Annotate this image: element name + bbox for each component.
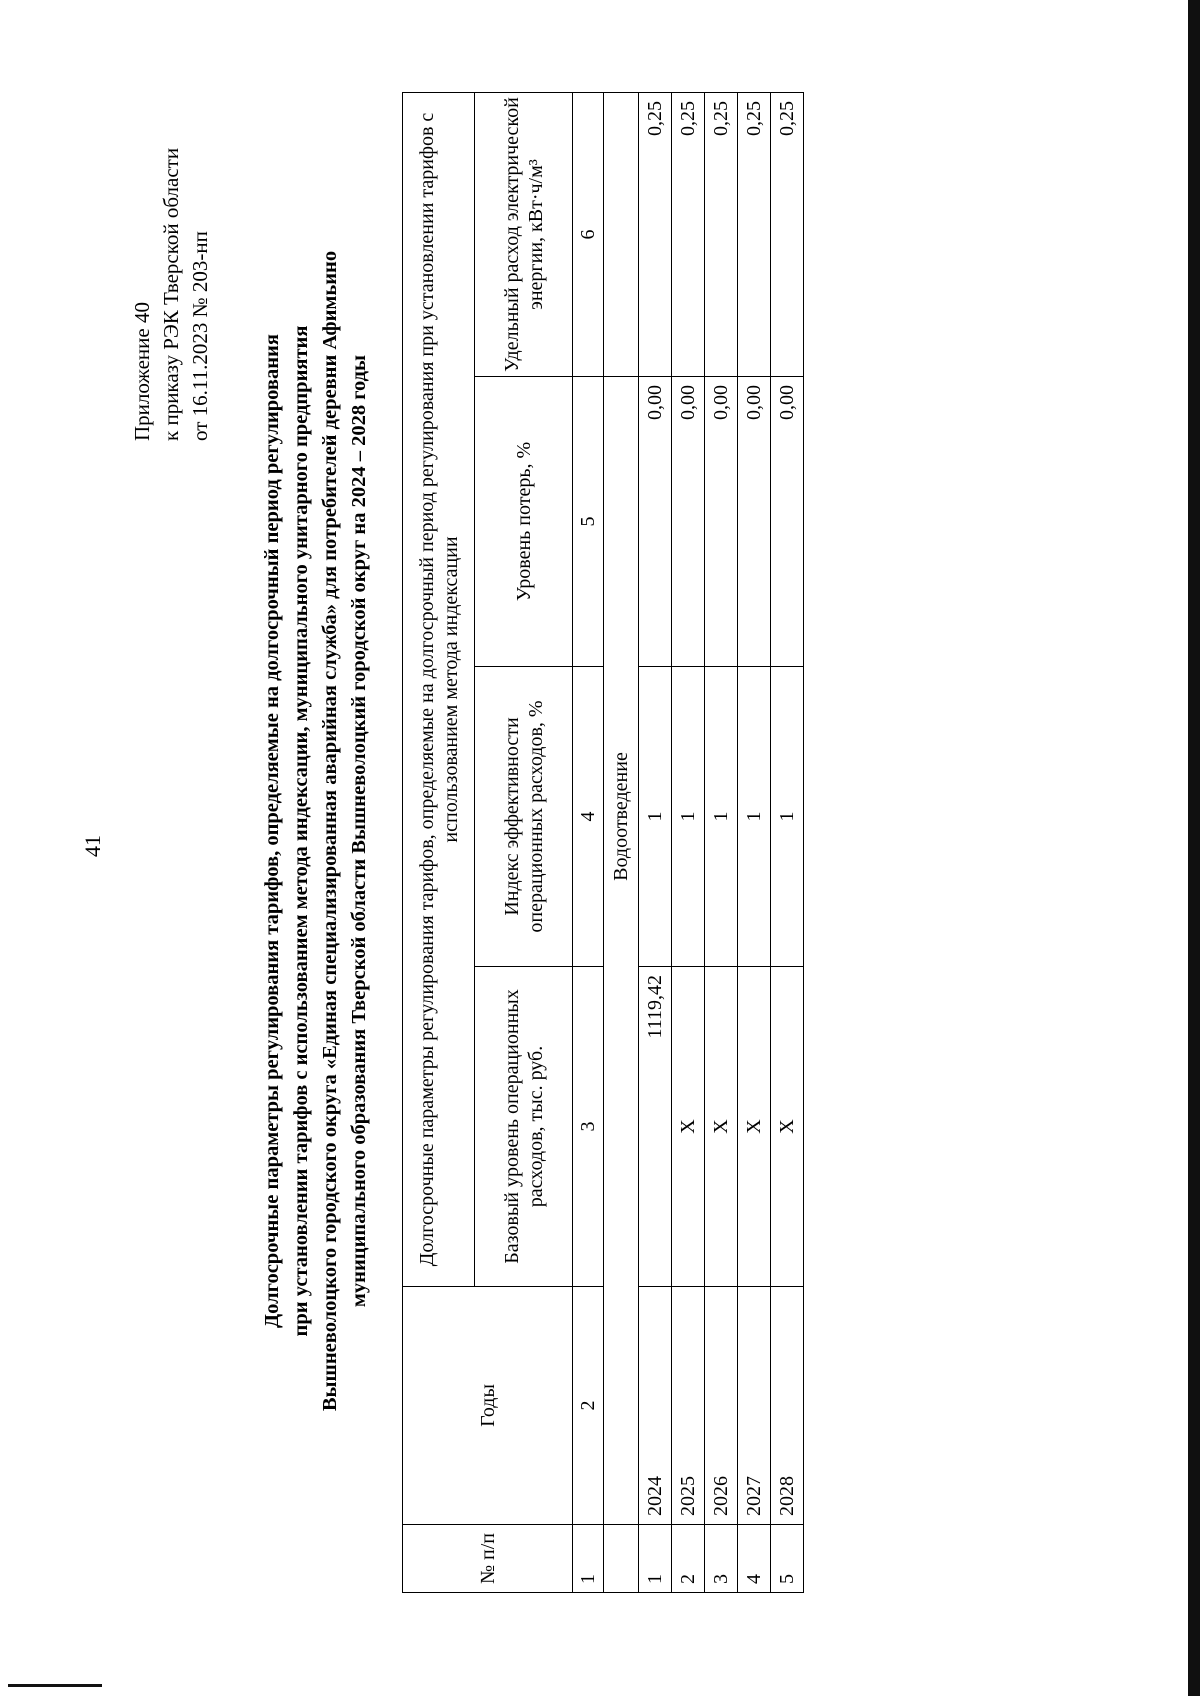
document-title <box>258 246 374 1416</box>
title-line: Долгосрочные параметры регулирования тарифов, определяемые на долгосрочный период регулирования <box>261 334 283 1328</box>
cell-energy: 0,25 <box>738 92 771 376</box>
cell-year: 2028 <box>771 1287 804 1525</box>
cell-year: 2027 <box>738 1287 771 1525</box>
cell-no: 4 <box>738 1525 771 1593</box>
cell-base: Х <box>738 967 771 1287</box>
cell-year: 2025 <box>672 1287 705 1525</box>
column-number: 4 <box>573 667 604 967</box>
cell-loss: 0,00 <box>672 377 705 667</box>
column-number: 6 <box>573 92 604 376</box>
cell-index: 1 <box>639 667 672 967</box>
section-row <box>604 92 639 1592</box>
cell-base: Х <box>705 967 738 1287</box>
cell-loss: 0,00 <box>705 377 738 667</box>
table-row <box>639 92 672 1592</box>
header-energy-consumption: Удельный расход электрической энергии, кВт·ч/м³ <box>475 92 573 376</box>
cell-year: 2026 <box>705 1287 738 1525</box>
cell-base: Х <box>672 967 705 1287</box>
table-row <box>705 92 738 1592</box>
column-number: 1 <box>573 1525 604 1593</box>
cell-loss: 0,00 <box>639 377 672 667</box>
cell-index: 1 <box>738 667 771 967</box>
header-efficiency-index: Индекс эффективности операционных расходов, % <box>475 667 573 967</box>
appendix-line: Приложение 40 <box>130 302 154 441</box>
cell-energy: 0,25 <box>705 92 738 376</box>
cell-year: 2024 <box>639 1287 672 1525</box>
cell-loss: 0,00 <box>738 377 771 667</box>
parameters-table <box>402 92 804 1593</box>
cell-no: 5 <box>771 1525 804 1593</box>
table-row <box>738 92 771 1592</box>
appendix-reference <box>128 21 215 441</box>
column-number: 3 <box>573 967 604 1287</box>
header-base-level: Базовый уровень операционных расходов, тыс. руб. <box>475 967 573 1287</box>
cell-index: 1 <box>672 667 705 967</box>
cell-base: Х <box>771 967 804 1287</box>
header-row-number: № п/п <box>403 1525 573 1593</box>
header-loss-level: Уровень потерь, % <box>475 377 573 667</box>
header-years: Годы <box>403 1287 573 1525</box>
page-number: 41 <box>80 835 105 857</box>
header-group-parameters: Долгосрочные параметры регулирования тарифов, определяемые на долгосрочный период регулирования при установлении тарифов с использованием метода индексации <box>403 92 475 1286</box>
cell-index: 1 <box>705 667 738 967</box>
cell-no: 1 <box>639 1525 672 1593</box>
cell-base: 1119,42 <box>639 967 672 1287</box>
table-row <box>672 92 705 1592</box>
column-number: 5 <box>573 377 604 667</box>
cell-loss: 0,00 <box>771 377 804 667</box>
cell-energy: 0,25 <box>639 92 672 376</box>
section-label: Водоотведение <box>604 667 639 967</box>
cell-energy: 0,25 <box>771 92 804 376</box>
appendix-line: к приказу РЭК Тверской области <box>159 147 183 441</box>
title-line: муниципального образования Тверской области Вышневолоцкий городской округ на 2024 – 2028 годы <box>348 354 370 1308</box>
title-line: Вышневолоцкого городского округа «Единая специализированная аварийная служба» для потребителей деревни Афимьино <box>319 250 341 1412</box>
column-number: 2 <box>573 1287 604 1525</box>
cell-index: 1 <box>771 667 804 967</box>
appendix-line: от 16.11.2023 № 203-нп <box>188 231 212 441</box>
column-number-row <box>573 92 604 1592</box>
cell-no: 3 <box>705 1525 738 1593</box>
table-row <box>771 92 804 1592</box>
title-line: при установлении тарифов с использованием метода индексации, муниципального унитарного предприятия <box>290 325 312 1337</box>
cell-energy: 0,25 <box>672 92 705 376</box>
cell-no: 2 <box>672 1525 705 1593</box>
